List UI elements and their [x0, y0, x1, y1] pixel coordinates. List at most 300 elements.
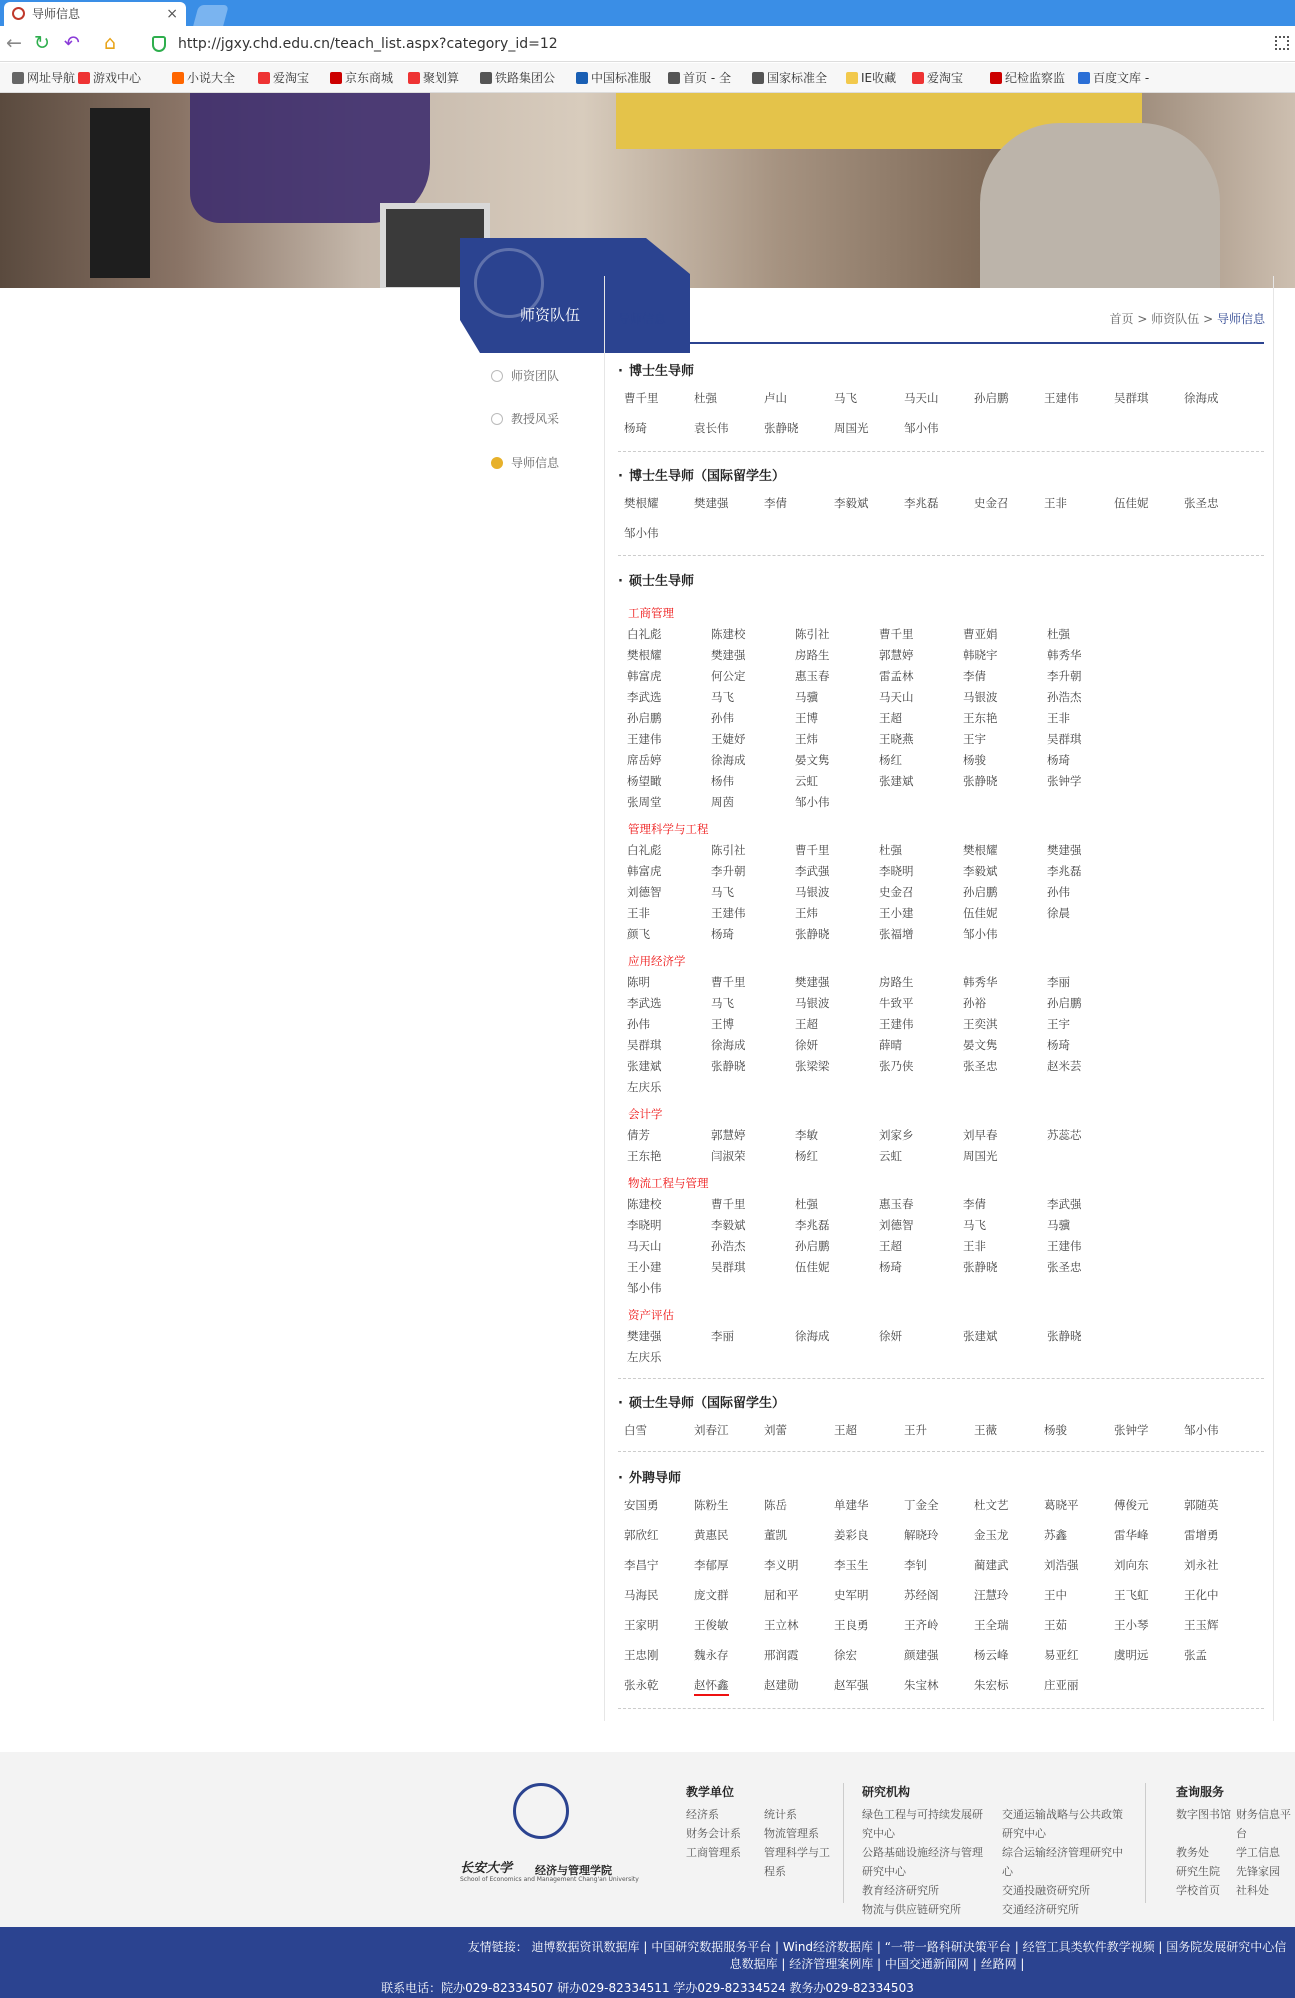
supervisor-name[interactable]: 李钊 — [904, 1558, 927, 1572]
supervisor-name[interactable]: 王薇 — [974, 1423, 997, 1437]
supervisor-name[interactable]: 张静晓 — [711, 1059, 746, 1073]
footer-link[interactable]: 研究中心 — [862, 1865, 906, 1878]
supervisor-name[interactable]: 李郁厚 — [694, 1558, 729, 1572]
supervisor-name[interactable]: 杨琦 — [711, 927, 734, 941]
supervisor-name[interactable]: 孙启鹏 — [627, 711, 662, 725]
supervisor-name[interactable]: 杜强 — [879, 843, 902, 857]
supervisor-name[interactable]: 张静晓 — [963, 1260, 998, 1274]
supervisor-name[interactable]: 曹亚娟 — [963, 627, 998, 641]
supervisor-name[interactable]: 苏经阁 — [904, 1588, 939, 1602]
supervisor-name[interactable]: 王东艳 — [963, 711, 998, 725]
supervisor-name[interactable]: 赵军强 — [834, 1678, 869, 1692]
supervisor-name[interactable]: 杨骏 — [1044, 1423, 1067, 1437]
footer-link[interactable]: 管理科学与工 — [764, 1846, 830, 1859]
supervisor-name[interactable]: 王建伟 — [879, 1017, 914, 1031]
undo-icon[interactable]: ↶ — [64, 32, 80, 54]
back-icon[interactable]: ← — [6, 32, 22, 54]
supervisor-name[interactable]: 王超 — [795, 1017, 818, 1031]
new-tab-button[interactable] — [193, 5, 229, 26]
tab-close-icon[interactable]: × — [166, 6, 178, 22]
supervisor-name[interactable]: 房路生 — [795, 648, 830, 662]
supervisor-name[interactable]: 王炜 — [795, 906, 818, 920]
supervisor-name[interactable]: 王博 — [711, 1017, 734, 1031]
supervisor-name[interactable]: 邹小伟 — [795, 795, 830, 809]
supervisor-name[interactable]: 张静晓 — [764, 421, 799, 435]
supervisor-name[interactable]: 张周堂 — [627, 795, 662, 809]
breadcrumb-current[interactable]: 导师信息 — [1216, 312, 1265, 326]
supervisor-name[interactable]: 马骥 — [795, 690, 818, 704]
supervisor-name[interactable]: 杨云峰 — [974, 1648, 1009, 1662]
supervisor-name[interactable]: 王建伟 — [1044, 391, 1079, 405]
supervisor-name[interactable]: 丁金全 — [904, 1498, 939, 1512]
refresh-icon[interactable]: ↻ — [34, 32, 50, 54]
footer-link[interactable]: 交通经济研究所 — [1002, 1903, 1079, 1916]
supervisor-name[interactable]: 王非 — [1047, 711, 1070, 725]
supervisor-name[interactable]: 雷增勇 — [1184, 1528, 1219, 1542]
supervisor-name[interactable]: 张建斌 — [963, 1329, 998, 1343]
supervisor-name[interactable]: 张静晓 — [963, 774, 998, 788]
supervisor-name[interactable]: 王非 — [1044, 496, 1067, 510]
supervisor-name[interactable]: 王东艳 — [627, 1149, 662, 1163]
supervisor-name[interactable]: 韩富虎 — [627, 864, 662, 878]
url-input[interactable] — [150, 32, 1250, 56]
bookmark-item[interactable] — [78, 71, 141, 85]
supervisor-name[interactable]: 傅俊元 — [1114, 1498, 1149, 1512]
supervisor-name[interactable]: 孙启鹏 — [974, 391, 1009, 405]
supervisor-name[interactable]: 马天山 — [904, 391, 939, 405]
supervisor-name[interactable]: 倩芳 — [627, 1128, 650, 1142]
supervisor-name[interactable]: 马银波 — [795, 885, 830, 899]
supervisor-name[interactable]: 王博 — [795, 711, 818, 725]
supervisor-name[interactable]: 李倩 — [764, 496, 787, 510]
supervisor-name[interactable]: 樊建强 — [694, 496, 729, 510]
supervisor-name-highlighted[interactable]: 赵怀鑫 — [694, 1678, 729, 1696]
supervisor-name[interactable]: 韩秀华 — [1047, 648, 1082, 662]
supervisor-name[interactable]: 史金召 — [879, 885, 914, 899]
supervisor-name[interactable]: 郭慧婷 — [711, 1128, 746, 1142]
supervisor-name[interactable]: 李昌宁 — [624, 1558, 659, 1572]
supervisor-name[interactable]: 伍佳妮 — [795, 1260, 830, 1274]
supervisor-name[interactable]: 樊根耀 — [627, 648, 662, 662]
supervisor-name[interactable]: 晏文隽 — [795, 753, 830, 767]
footer-link[interactable]: 先锋家园 — [1236, 1865, 1280, 1878]
supervisor-name[interactable]: 韩秀华 — [963, 975, 998, 989]
supervisor-name[interactable]: 韩晓宇 — [963, 648, 998, 662]
supervisor-name[interactable]: 王忠刚 — [624, 1648, 659, 1662]
supervisor-name[interactable]: 雷孟林 — [879, 669, 914, 683]
footer-link[interactable]: 经济系 — [686, 1808, 719, 1821]
supervisor-name[interactable]: 杨琦 — [624, 421, 647, 435]
supervisor-name[interactable]: 刘家乡 — [879, 1128, 914, 1142]
supervisor-name[interactable]: 王齐岭 — [904, 1618, 939, 1632]
supervisor-name[interactable]: 马飞 — [834, 391, 857, 405]
supervisor-name[interactable]: 李毅斌 — [834, 496, 869, 510]
supervisor-name[interactable]: 杨琦 — [879, 1260, 902, 1274]
footer-link[interactable]: 综合运输经济管理研究中 — [1002, 1846, 1123, 1859]
supervisor-name[interactable]: 王非 — [627, 906, 650, 920]
footer-link[interactable]: 交通投融资研究所 — [1002, 1884, 1090, 1897]
supervisor-name[interactable]: 刘永社 — [1184, 1558, 1219, 1572]
apps-grid-icon[interactable] — [1275, 36, 1289, 50]
supervisor-name[interactable]: 白礼彪 — [627, 843, 662, 857]
supervisor-name[interactable]: 云虹 — [795, 774, 818, 788]
bookmark-item[interactable] — [990, 71, 1065, 85]
supervisor-name[interactable]: 吴群琪 — [711, 1260, 746, 1274]
footer-link[interactable]: 工商管理系 — [686, 1846, 741, 1859]
supervisor-name[interactable]: 李升朝 — [711, 864, 746, 878]
supervisor-name[interactable]: 杨骏 — [963, 753, 986, 767]
supervisor-name[interactable]: 张乃侠 — [879, 1059, 914, 1073]
supervisor-name[interactable]: 汪慧玲 — [974, 1588, 1009, 1602]
supervisor-name[interactable]: 颜建强 — [904, 1648, 939, 1662]
supervisor-name[interactable]: 白雪 — [624, 1423, 647, 1437]
footer-link[interactable]: 究中心 — [862, 1827, 895, 1840]
supervisor-name[interactable]: 周国光 — [834, 421, 869, 435]
footer-link[interactable]: 数字图书馆 — [1176, 1808, 1231, 1821]
supervisor-name[interactable]: 樊建强 — [795, 975, 830, 989]
supervisor-name[interactable]: 邹小伟 — [963, 927, 998, 941]
sidebar-item-supervisors[interactable]: 导师信息 — [491, 456, 559, 470]
supervisor-name[interactable]: 王立林 — [764, 1618, 799, 1632]
supervisor-name[interactable]: 李晓明 — [879, 864, 914, 878]
supervisor-name[interactable]: 安国勇 — [624, 1498, 659, 1512]
supervisor-name[interactable]: 马飞 — [711, 690, 734, 704]
supervisor-name[interactable]: 屈和平 — [764, 1588, 799, 1602]
sidebar-item-professors[interactable]: 教授风采 — [491, 412, 559, 426]
supervisor-name[interactable]: 孙启鹏 — [1047, 996, 1082, 1010]
supervisor-name[interactable]: 王奕淇 — [963, 1017, 998, 1031]
supervisor-name[interactable]: 王全瑞 — [974, 1618, 1009, 1632]
bookmark-item[interactable] — [258, 71, 309, 85]
bookmark-item[interactable] — [912, 71, 963, 85]
supervisor-name[interactable]: 王小建 — [879, 906, 914, 920]
supervisor-name[interactable]: 杨望瞰 — [627, 774, 662, 788]
breadcrumb-section[interactable]: 师资队伍 — [1151, 312, 1200, 326]
supervisor-name[interactable]: 王中 — [1044, 1588, 1067, 1602]
supervisor-name[interactable]: 刘春江 — [694, 1423, 729, 1437]
supervisor-name[interactable]: 杨红 — [795, 1149, 818, 1163]
home-icon[interactable]: ⌂ — [104, 32, 117, 54]
supervisor-name[interactable]: 张圣忠 — [1047, 1260, 1082, 1274]
bookmark-item[interactable] — [330, 71, 393, 85]
supervisor-name[interactable]: 解晓玲 — [904, 1528, 939, 1542]
bookmark-item[interactable] — [172, 71, 235, 85]
supervisor-name[interactable]: 李升朝 — [1047, 669, 1082, 683]
supervisor-name[interactable]: 何公定 — [711, 669, 746, 683]
supervisor-name[interactable]: 董凯 — [764, 1528, 787, 1542]
supervisor-name[interactable]: 邢润霞 — [764, 1648, 799, 1662]
supervisor-name[interactable]: 颜飞 — [627, 927, 650, 941]
supervisor-name[interactable]: 杨伟 — [711, 774, 734, 788]
supervisor-name[interactable]: 卢山 — [764, 391, 787, 405]
supervisor-name[interactable]: 李丽 — [711, 1329, 734, 1343]
supervisor-name[interactable]: 曹千里 — [879, 627, 914, 641]
supervisor-name[interactable]: 杜强 — [795, 1197, 818, 1211]
footer-link[interactable]: 社科处 — [1236, 1884, 1269, 1897]
supervisor-name[interactable]: 席岳婷 — [627, 753, 662, 767]
supervisor-name[interactable]: 史金召 — [974, 496, 1009, 510]
supervisor-name[interactable]: 李兆磊 — [795, 1218, 830, 1232]
supervisor-name[interactable]: 张建斌 — [627, 1059, 662, 1073]
supervisor-name[interactable]: 吴群琪 — [1047, 732, 1082, 746]
sidebar-item-faculty-team[interactable]: 师资团队 — [491, 369, 559, 383]
supervisor-name[interactable]: 王小琴 — [1114, 1618, 1149, 1632]
supervisor-name[interactable]: 袁长伟 — [694, 421, 729, 435]
supervisor-name[interactable]: 晏文隽 — [963, 1038, 998, 1052]
supervisor-name[interactable]: 刘向东 — [1114, 1558, 1149, 1572]
breadcrumb-home[interactable]: 首页 — [1109, 312, 1134, 326]
supervisor-name[interactable]: 孙启鹏 — [963, 885, 998, 899]
supervisor-name[interactable]: 马飞 — [711, 996, 734, 1010]
bookmark-item[interactable] — [1078, 71, 1149, 85]
supervisor-name[interactable]: 王茹 — [1044, 1618, 1067, 1632]
supervisor-name[interactable]: 杨琦 — [1047, 1038, 1070, 1052]
supervisor-name[interactable]: 张孟 — [1184, 1648, 1207, 1662]
supervisor-name[interactable]: 虞明远 — [1114, 1648, 1149, 1662]
supervisor-name[interactable]: 徐妍 — [795, 1038, 818, 1052]
supervisor-name[interactable]: 杜文艺 — [974, 1498, 1009, 1512]
supervisor-name[interactable]: 伍佳妮 — [963, 906, 998, 920]
bookmark-item[interactable] — [576, 71, 651, 85]
supervisor-name[interactable]: 郭慧婷 — [879, 648, 914, 662]
supervisor-name[interactable]: 杨琦 — [1047, 753, 1070, 767]
supervisor-name[interactable]: 苏鑫 — [1044, 1528, 1067, 1542]
supervisor-name[interactable]: 樊根耀 — [963, 843, 998, 857]
supervisor-name[interactable]: 杜强 — [694, 391, 717, 405]
supervisor-name[interactable]: 孙伟 — [1047, 885, 1070, 899]
supervisor-name[interactable]: 雷华峰 — [1114, 1528, 1149, 1542]
supervisor-name[interactable]: 张静晓 — [795, 927, 830, 941]
bookmark-item[interactable] — [408, 71, 459, 85]
supervisor-name[interactable]: 李敏 — [795, 1128, 818, 1142]
supervisor-name[interactable]: 李倩 — [963, 669, 986, 683]
supervisor-name[interactable]: 陈建校 — [627, 1197, 662, 1211]
supervisor-name[interactable]: 邹小伟 — [904, 421, 939, 435]
supervisor-name[interactable]: 杨红 — [879, 753, 902, 767]
supervisor-name[interactable]: 李义明 — [764, 1558, 799, 1572]
supervisor-name[interactable]: 王玉辉 — [1184, 1618, 1219, 1632]
supervisor-name[interactable]: 王小建 — [627, 1260, 662, 1274]
supervisor-name[interactable]: 王超 — [834, 1423, 857, 1437]
friend-links[interactable]: 友情链接： 迪博数据资讯数据库 | 中国研究数据服务平台 | Wind经济数据库 | “一带一路科研决策平台 | 经管工具类软件教学视频 | 国务院发展研究中心信息数据库 | 经济管理案例库 | 中国交通新闻网 | 丝路网 | — [467, 1940, 1287, 1971]
supervisor-name[interactable]: 王婕妤 — [711, 732, 746, 746]
supervisor-name[interactable]: 李丽 — [1047, 975, 1070, 989]
bookmark-item[interactable] — [668, 71, 731, 85]
supervisor-name[interactable]: 王升 — [904, 1423, 927, 1437]
supervisor-name[interactable]: 易亚红 — [1044, 1648, 1079, 1662]
supervisor-name[interactable]: 伍佳妮 — [1114, 496, 1149, 510]
bookmark-item[interactable] — [752, 71, 827, 85]
supervisor-name[interactable]: 樊建强 — [711, 648, 746, 662]
supervisor-name[interactable]: 曹千里 — [795, 843, 830, 857]
supervisor-name[interactable]: 邹小伟 — [1184, 1423, 1219, 1437]
footer-link[interactable]: 教育经济研究所 — [862, 1884, 939, 1897]
supervisor-name[interactable]: 庄亚丽 — [1044, 1678, 1079, 1692]
supervisor-name[interactable]: 马骥 — [1047, 1218, 1070, 1232]
supervisor-name[interactable]: 薛晴 — [879, 1038, 902, 1052]
supervisor-name[interactable]: 徐妍 — [879, 1329, 902, 1343]
footer-link[interactable]: 公路基础设施经济与管理 — [862, 1846, 983, 1859]
supervisor-name[interactable]: 吴群琪 — [1114, 391, 1149, 405]
supervisor-name[interactable]: 蔺建武 — [974, 1558, 1009, 1572]
supervisor-name[interactable]: 赵米芸 — [1047, 1059, 1082, 1073]
supervisor-name[interactable]: 徐海成 — [795, 1329, 830, 1343]
footer-link[interactable]: 物流管理系 — [764, 1827, 819, 1840]
supervisor-name[interactable]: 樊根耀 — [624, 496, 659, 510]
supervisor-name[interactable]: 孙伟 — [711, 711, 734, 725]
browser-tab[interactable] — [4, 2, 186, 26]
supervisor-name[interactable]: 樊建强 — [627, 1329, 662, 1343]
supervisor-name[interactable]: 王建伟 — [627, 732, 662, 746]
supervisor-name[interactable]: 王超 — [879, 711, 902, 725]
supervisor-name[interactable]: 张圣忠 — [963, 1059, 998, 1073]
supervisor-name[interactable]: 陈粉生 — [694, 1498, 729, 1512]
supervisor-name[interactable]: 王建伟 — [711, 906, 746, 920]
supervisor-name[interactable]: 刘浩强 — [1044, 1558, 1079, 1572]
supervisor-name[interactable]: 赵建勋 — [764, 1678, 799, 1692]
footer-link[interactable]: 交通运输战略与公共政策 — [1002, 1808, 1123, 1821]
supervisor-name[interactable]: 白礼彪 — [627, 627, 662, 641]
bookmark-item[interactable] — [480, 71, 555, 85]
footer-link[interactable]: 教务处 — [1176, 1846, 1209, 1859]
supervisor-name[interactable]: 王宇 — [963, 732, 986, 746]
supervisor-name[interactable]: 朱宏标 — [974, 1678, 1009, 1692]
supervisor-name[interactable]: 曹千里 — [711, 975, 746, 989]
supervisor-name[interactable]: 孙伟 — [627, 1017, 650, 1031]
supervisor-name[interactable]: 李毅斌 — [711, 1218, 746, 1232]
bookmark-item[interactable] — [12, 71, 75, 85]
supervisor-name[interactable]: 王非 — [963, 1239, 986, 1253]
supervisor-name[interactable]: 张钟学 — [1047, 774, 1082, 788]
supervisor-name[interactable]: 李倩 — [963, 1197, 986, 1211]
footer-link[interactable]: 统计系 — [764, 1808, 797, 1821]
supervisor-name[interactable]: 王俊敏 — [694, 1618, 729, 1632]
footer-link[interactable]: 程系 — [764, 1865, 786, 1878]
supervisor-name[interactable]: 魏永存 — [694, 1648, 729, 1662]
supervisor-name[interactable]: 周国光 — [963, 1149, 998, 1163]
supervisor-name[interactable]: 王化中 — [1184, 1588, 1219, 1602]
supervisor-name[interactable]: 张永乾 — [624, 1678, 659, 1692]
supervisor-name[interactable]: 张圣忠 — [1184, 496, 1219, 510]
supervisor-name[interactable]: 闫淑荣 — [711, 1149, 746, 1163]
bookmark-item[interactable] — [846, 71, 896, 85]
supervisor-name[interactable]: 左庆乐 — [627, 1080, 662, 1094]
supervisor-name[interactable]: 庞文群 — [694, 1588, 729, 1602]
supervisor-name[interactable]: 王建伟 — [1047, 1239, 1082, 1253]
footer-link[interactable]: 财务信息平 — [1236, 1808, 1291, 1821]
supervisor-name[interactable]: 刘德智 — [627, 885, 662, 899]
supervisor-name[interactable]: 李兆磊 — [904, 496, 939, 510]
supervisor-name[interactable]: 姜彩良 — [834, 1528, 869, 1542]
footer-link[interactable]: 研究生院 — [1176, 1865, 1220, 1878]
supervisor-name[interactable]: 金玉龙 — [974, 1528, 1009, 1542]
supervisor-name[interactable]: 史军明 — [834, 1588, 869, 1602]
supervisor-name[interactable]: 徐晨 — [1047, 906, 1070, 920]
supervisor-name[interactable]: 李武选 — [627, 996, 662, 1010]
supervisor-name[interactable]: 孙浩杰 — [711, 1239, 746, 1253]
supervisor-name[interactable]: 马海民 — [624, 1588, 659, 1602]
supervisor-name[interactable]: 刘德智 — [879, 1218, 914, 1232]
supervisor-name[interactable]: 马银波 — [963, 690, 998, 704]
supervisor-name[interactable]: 李武选 — [627, 690, 662, 704]
supervisor-name[interactable]: 孙浩杰 — [1047, 690, 1082, 704]
supervisor-name[interactable]: 王炜 — [795, 732, 818, 746]
supervisor-name[interactable]: 郭欣红 — [624, 1528, 659, 1542]
supervisor-name[interactable]: 樊建强 — [1047, 843, 1082, 857]
supervisor-name[interactable]: 黄惠民 — [694, 1528, 729, 1542]
supervisor-name[interactable]: 曹千里 — [711, 1197, 746, 1211]
supervisor-name[interactable]: 张梁梁 — [795, 1059, 830, 1073]
footer-link[interactable]: 绿色工程与可持续发展研 — [862, 1808, 983, 1821]
supervisor-name[interactable]: 王家明 — [624, 1618, 659, 1632]
supervisor-name[interactable]: 马天山 — [627, 1239, 662, 1253]
supervisor-name[interactable]: 惠玉春 — [795, 669, 830, 683]
supervisor-name[interactable]: 李晓明 — [627, 1218, 662, 1232]
supervisor-name[interactable]: 张钟学 — [1114, 1423, 1149, 1437]
supervisor-name[interactable]: 邹小伟 — [624, 526, 659, 540]
supervisor-name[interactable]: 李武强 — [795, 864, 830, 878]
supervisor-name[interactable]: 周茵 — [711, 795, 734, 809]
supervisor-name[interactable]: 张福增 — [879, 927, 914, 941]
supervisor-name[interactable]: 葛晓平 — [1044, 1498, 1079, 1512]
supervisor-name[interactable]: 曹千里 — [624, 391, 659, 405]
footer-link[interactable]: 学工信息 — [1236, 1846, 1280, 1859]
supervisor-name[interactable]: 李兆磊 — [1047, 864, 1082, 878]
supervisor-name[interactable]: 张静晓 — [1047, 1329, 1082, 1343]
supervisor-name[interactable]: 陈明 — [627, 975, 650, 989]
supervisor-name[interactable]: 邹小伟 — [627, 1281, 662, 1295]
footer-link[interactable]: 物流与供应链研究所 — [862, 1903, 961, 1916]
supervisor-name[interactable]: 房路生 — [879, 975, 914, 989]
footer-link[interactable]: 心 — [1002, 1865, 1013, 1878]
supervisor-name[interactable]: 云虹 — [879, 1149, 902, 1163]
supervisor-name[interactable]: 孙裕 — [963, 996, 986, 1010]
footer-link[interactable]: 台 — [1236, 1827, 1247, 1840]
supervisor-name[interactable]: 王宇 — [1047, 1017, 1070, 1031]
supervisor-name[interactable]: 苏蕊芯 — [1047, 1128, 1082, 1142]
supervisor-name[interactable]: 马天山 — [879, 690, 914, 704]
supervisor-name[interactable]: 陈建校 — [711, 627, 746, 641]
supervisor-name[interactable]: 徐宏 — [834, 1648, 857, 1662]
supervisor-name[interactable]: 吴群琪 — [627, 1038, 662, 1052]
supervisor-name[interactable]: 马飞 — [963, 1218, 986, 1232]
supervisor-name[interactable]: 张建斌 — [879, 774, 914, 788]
supervisor-name[interactable]: 王飞虹 — [1114, 1588, 1149, 1602]
supervisor-name[interactable]: 朱宝林 — [904, 1678, 939, 1692]
supervisor-name[interactable]: 单建华 — [834, 1498, 869, 1512]
supervisor-name[interactable]: 陈引社 — [795, 627, 830, 641]
supervisor-name[interactable]: 王超 — [879, 1239, 902, 1253]
supervisor-name[interactable]: 左庆乐 — [627, 1350, 662, 1364]
supervisor-name[interactable]: 韩富虎 — [627, 669, 662, 683]
supervisor-name[interactable]: 王良勇 — [834, 1618, 869, 1632]
supervisor-name[interactable]: 王晓燕 — [879, 732, 914, 746]
supervisor-name[interactable]: 郭随英 — [1184, 1498, 1219, 1512]
supervisor-name[interactable]: 刘早春 — [963, 1128, 998, 1142]
supervisor-name[interactable]: 马银波 — [795, 996, 830, 1010]
supervisor-name[interactable]: 惠玉春 — [879, 1197, 914, 1211]
footer-link[interactable]: 研究中心 — [1002, 1827, 1046, 1840]
supervisor-name[interactable]: 徐海成 — [711, 753, 746, 767]
supervisor-name[interactable]: 李武强 — [1047, 1197, 1082, 1211]
supervisor-name[interactable]: 陈引社 — [711, 843, 746, 857]
supervisor-name[interactable]: 李毅斌 — [963, 864, 998, 878]
supervisor-name[interactable]: 马飞 — [711, 885, 734, 899]
footer-link[interactable]: 学校首页 — [1176, 1884, 1220, 1897]
supervisor-name[interactable]: 李玉生 — [834, 1558, 869, 1572]
supervisor-name[interactable]: 陈岳 — [764, 1498, 787, 1512]
supervisor-name[interactable]: 牛致平 — [879, 996, 914, 1010]
